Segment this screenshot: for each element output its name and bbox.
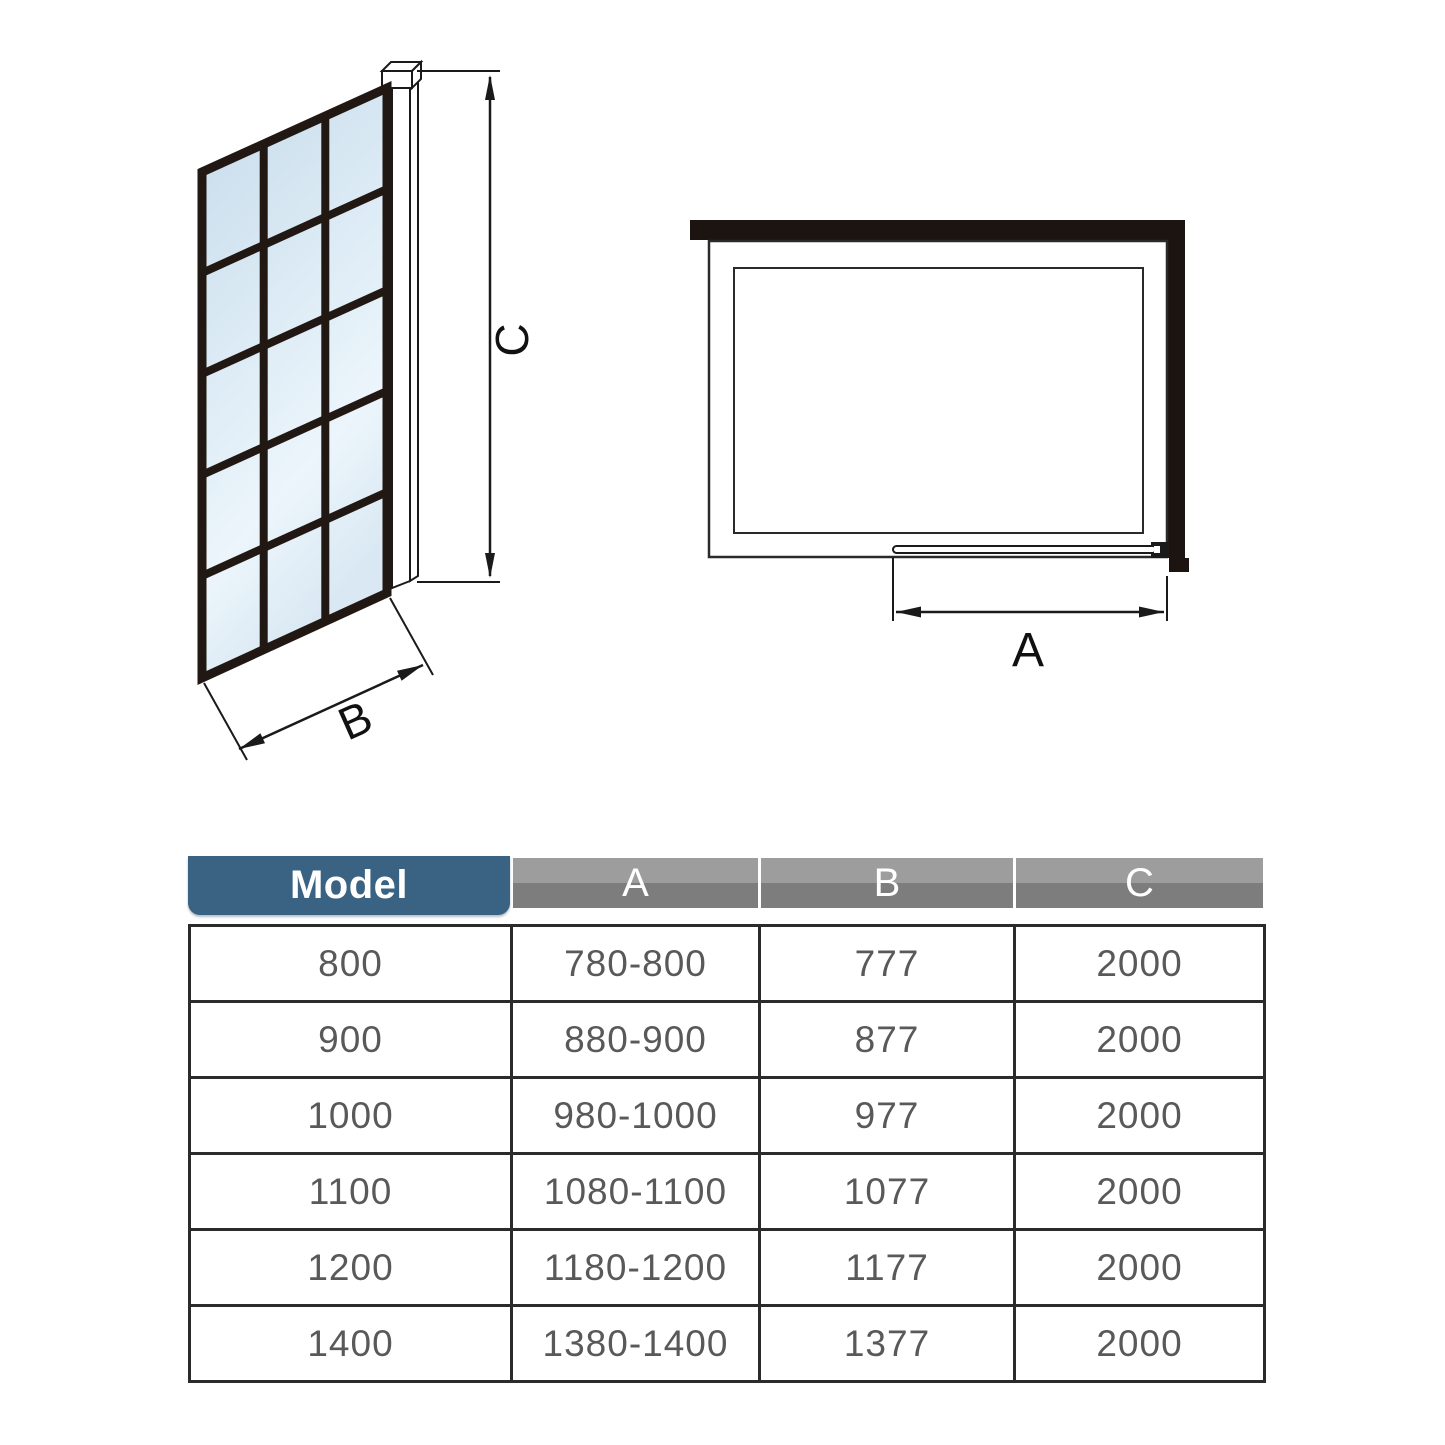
size-table-header [188,856,1264,918]
header-c: C [1016,858,1263,908]
table-row [190,1154,1265,1230]
cell-c: 2000 [1015,926,1265,1002]
support-bar [392,70,418,588]
table-row [190,1306,1265,1382]
arrowhead-up [485,75,495,100]
header-model: Model [188,856,510,915]
cell-b: 777 [760,926,1015,1002]
cell-model: 800 [190,926,512,1002]
plan-glass-panel [893,546,1156,553]
front-view-diagram [202,62,538,760]
cell-a: 980-1000 [512,1078,760,1154]
cell-b: 1077 [760,1154,1015,1230]
cell-b: 977 [760,1078,1015,1154]
header-b: B [761,858,1013,908]
cell-c: 2000 [1015,1078,1265,1154]
cell-model: 1000 [190,1078,512,1154]
dim-c-label: C [486,323,538,357]
cell-b: 1177 [760,1230,1015,1306]
cell-c: 2000 [1015,1154,1265,1230]
arrowhead-left [239,733,265,749]
cell-b: 877 [760,1002,1015,1078]
size-table-body [188,924,1266,1383]
dimension-c [417,71,538,582]
cell-model: 1100 [190,1154,512,1230]
cell-a: 1080-1100 [512,1154,760,1230]
header-a: A [513,858,758,908]
table-row [190,1002,1265,1078]
table-row [190,1230,1265,1306]
arrowhead-right [1139,607,1164,618]
cell-model: 900 [190,1002,512,1078]
table-row [190,1078,1265,1154]
plan-side-wall-step [1169,558,1189,572]
cell-a: 1180-1200 [512,1230,760,1306]
dim-a-label: A [1011,624,1045,677]
cell-b: 1377 [760,1306,1015,1382]
size-table [188,856,1264,1383]
dimension-a [893,557,1167,677]
shower-tray-inner [734,268,1143,533]
cell-c: 2000 [1015,1002,1265,1078]
glass-panel [202,88,387,678]
arrowhead-left [896,607,921,618]
arrowhead-down [485,553,495,578]
table-row [190,926,1265,1002]
dim-b-label: B [330,690,380,751]
cell-model: 1200 [190,1230,512,1306]
wall-profile-slot [1154,546,1160,553]
arrowhead-right [397,665,423,681]
cell-c: 2000 [1015,1306,1265,1382]
plan-side-wall [1167,220,1185,558]
cell-c: 2000 [1015,1230,1265,1306]
cell-model: 1400 [190,1306,512,1382]
plan-view-diagram [690,220,1189,677]
plan-top-wall [690,220,1183,240]
glass-pane [202,88,387,678]
cell-a: 1380-1400 [512,1306,760,1382]
cell-a: 880-900 [512,1002,760,1078]
cell-a: 780-800 [512,926,760,1002]
